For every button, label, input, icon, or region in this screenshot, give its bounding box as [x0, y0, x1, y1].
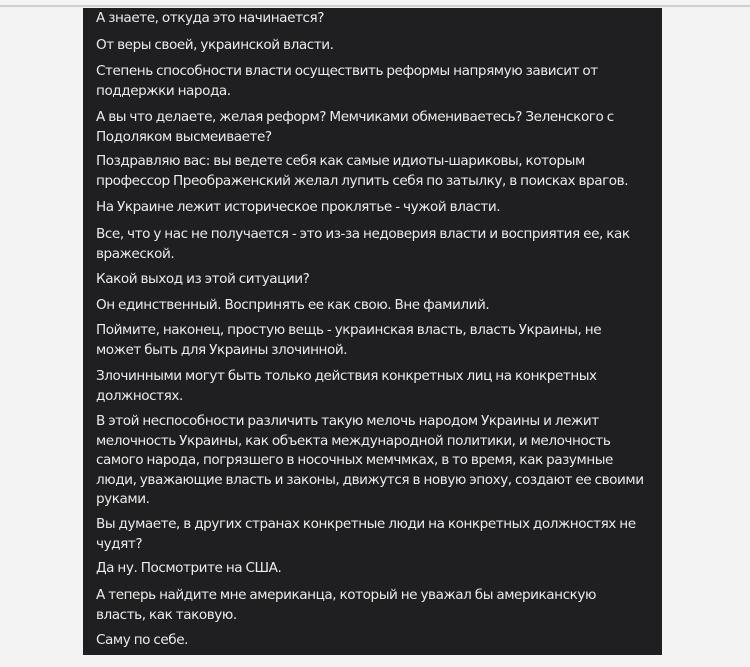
post-paragraph-10: Поймите, наконец, простую вещь - украинская власть, власть Украины, не может быть для Украины злочинной.	[96, 322, 602, 358]
post-paragraph-3: Степень способности власти осуществить реформы напрямую зависит от поддержки народа.	[96, 63, 598, 99]
post-paragraph-15: А теперь найдите мне американца, который не уважал бы американскую власть, как таковую.	[96, 587, 596, 623]
post-paragraph-9: Он единственный. Воспринять ее как свою. Вне фамилий.	[96, 297, 490, 313]
post-paragraph-11: Злочинными могут быть только действия конкретных лиц на конкретных должностях.	[96, 368, 597, 404]
post-paragraph-2: От веры своей, украинской власти.	[96, 37, 334, 53]
post-paragraph-16: Саму по себе.	[96, 632, 189, 648]
post-paragraph-13: Вы думаете, в других странах конкретные люди на конкретных должностях не чудят?	[96, 516, 636, 552]
post-paragraph-12: В этой неспособности различить такую мелочь народом Украины и лежит мелочность Украины, как объекта международной политики, и мелочность самого народа, погрязшего в носочных мемчмках, в то время, как разумные люди, уважающие власть и законы, движутся в новую эпоху, создают ее своими руками.	[96, 413, 644, 507]
top-divider	[0, 5, 750, 7]
post-text-block	[83, 8, 662, 655]
post-paragraph-5: Поздравляю вас: вы ведете себя как самые идиоты-шариковы, которым профессор Преображенский желал лупить себя по затылку, в поисках врагов.	[96, 153, 629, 189]
post-paragraph-14: Да ну. Посмотрите на США.	[96, 560, 282, 576]
post-paragraph-8: Какой выход из этой ситуации?	[96, 271, 310, 287]
post-paragraph-1: А знаете, откуда это начинается?	[96, 10, 324, 26]
post-paragraph-6: На Украине лежит историческое проклятье - чужой власти.	[96, 199, 501, 215]
post-paragraph-7: Все, что у нас не получается - это из-за недоверия власти и восприятия ее, как вражеской.	[96, 226, 630, 262]
post-paragraph-4: А вы что делаете, желая реформ? Мемчиками обмениваетесь? Зеленского с Подоляком высмеиваете?	[96, 109, 614, 145]
